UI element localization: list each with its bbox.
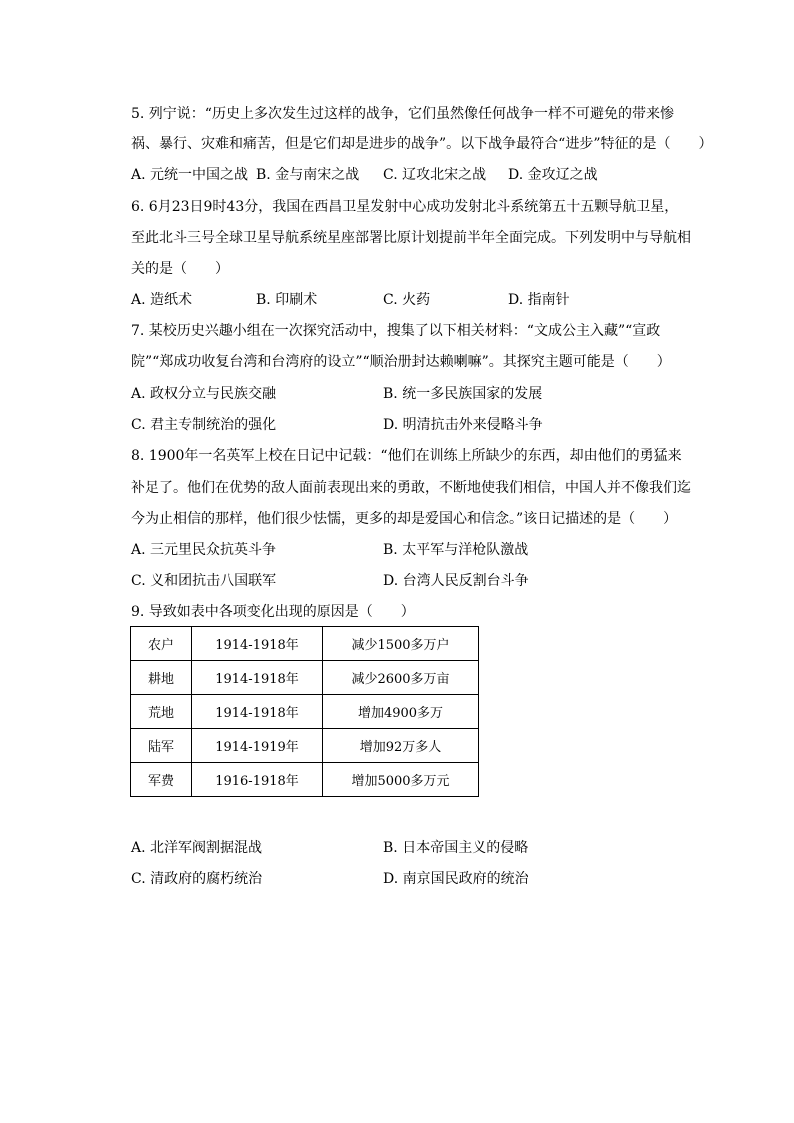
- q6-option-a[interactable]: A. 造纸术: [131, 292, 193, 308]
- table-row: [131, 627, 479, 661]
- q6-text-line-2: 至此北斗三号全球卫星导航系统星座部署比原计划提前半年全面完成。下列发明中与导航相: [131, 230, 691, 246]
- q9-option-b[interactable]: B. 日本帝国主义的侵略: [383, 840, 529, 856]
- table-cell-change: 减少2600多万亩: [323, 661, 479, 695]
- table-cell-years: 1914-1918年: [192, 661, 323, 695]
- q7-text-line-2: 院”“郑成功收复台湾和台湾府的设立”“顺治册封达赖喇嘛”。其探究主题可能是（ ）: [131, 354, 671, 370]
- table-cell-years: 1914-1918年: [192, 627, 323, 661]
- q7-option-b[interactable]: B. 统一多民族国家的发展: [383, 386, 543, 402]
- q6-option-b[interactable]: B. 印刷术: [256, 292, 318, 308]
- table-cell-category: 耕地: [131, 661, 192, 695]
- q7-option-a[interactable]: A. 政权分立与民族交融: [131, 386, 277, 402]
- table-row: [131, 695, 479, 729]
- table-cell-years: 1916-1918年: [192, 763, 323, 797]
- q7-text-line-1: 7. 某校历史兴趣小组在一次探究活动中，搜集了以下相关材料：“文成公主入藏”“宣政: [131, 323, 661, 339]
- table-row: [131, 763, 479, 797]
- q8-text-line-1: 8. 1900年一名英军上校在日记中记载：“他们在训练上所缺少的东西，却由他们的勇猛来: [131, 448, 682, 464]
- q6-option-c[interactable]: C. 火药: [383, 292, 431, 308]
- table-row: [131, 729, 479, 763]
- q5-option-d[interactable]: D. 金攻辽之战: [508, 167, 598, 183]
- q5-option-b[interactable]: B. 金与南宋之战: [256, 167, 360, 183]
- table-cell-years: 1914-1918年: [192, 695, 323, 729]
- table-cell-category: 军费: [131, 763, 192, 797]
- q6-text-line-1: 6. 6月23日9时43分，我国在西昌卫星发射中心成功发射北斗系统第五十五颗导航卫星，: [131, 199, 679, 215]
- table-cell-years: 1914-1919年: [192, 729, 323, 763]
- q5-text-line-2: 祸、暴行、灾难和痛苦，但是它们却是进步的战争”。以下战争最符合“进步”特征的是（ ）: [131, 136, 713, 152]
- q9-option-a[interactable]: A. 北洋军阀割据混战: [131, 840, 263, 856]
- table-row: [131, 661, 479, 695]
- q8-option-c[interactable]: C. 义和团抗击八国联军: [131, 573, 277, 589]
- q7-option-d[interactable]: D. 明清抗击外来侵略斗争: [383, 417, 543, 433]
- q8-text-line-2: 补足了。他们在优势的敌人面前表现出来的勇敢，不断地使我们相信，中国人并不像我们迄: [131, 480, 691, 496]
- q8-text-line-3: 今为止相信的那样，他们很少怯懦，更多的却是爱国心和信念。”该日记描述的是（ ）: [131, 511, 678, 527]
- table-cell-category: 陆军: [131, 729, 192, 763]
- q8-option-b[interactable]: B. 太平军与洋枪队激战: [383, 542, 529, 558]
- q6-option-d[interactable]: D. 指南针: [508, 292, 570, 308]
- table-cell-change: 增加4900多万: [323, 695, 479, 729]
- q6-text-line-3: 关的是（ ）: [131, 261, 229, 277]
- q9-option-d[interactable]: D. 南京国民政府的统治: [383, 871, 529, 887]
- q5-text-line-1: 5. 列宁说：“历史上多次发生过这样的战争，它们虽然像任何战争一样不可避免的带来惨: [131, 106, 674, 122]
- table-cell-change: 增加92万多人: [323, 729, 479, 763]
- q7-option-c[interactable]: C. 君主专制统治的强化: [131, 417, 277, 433]
- table-cell-category: 荒地: [131, 695, 192, 729]
- q9-option-c[interactable]: C. 清政府的腐朽统治: [131, 871, 263, 887]
- table-cell-change: 减少1500多万户: [323, 627, 479, 661]
- table-cell-change: 增加5000多万元: [323, 763, 479, 797]
- q9-text-line-1: 9. 导致如表中各项变化出现的原因是（ ）: [131, 604, 415, 620]
- q8-option-d[interactable]: D. 台湾人民反割台斗争: [383, 573, 529, 589]
- q5-option-a[interactable]: A. 元统一中国之战: [131, 167, 249, 183]
- q5-option-c[interactable]: C. 辽攻北宋之战: [383, 167, 487, 183]
- table-cell-category: 农户: [131, 627, 192, 661]
- q8-option-a[interactable]: A. 三元里民众抗英斗争: [131, 542, 277, 558]
- q9-data-table: [130, 626, 479, 797]
